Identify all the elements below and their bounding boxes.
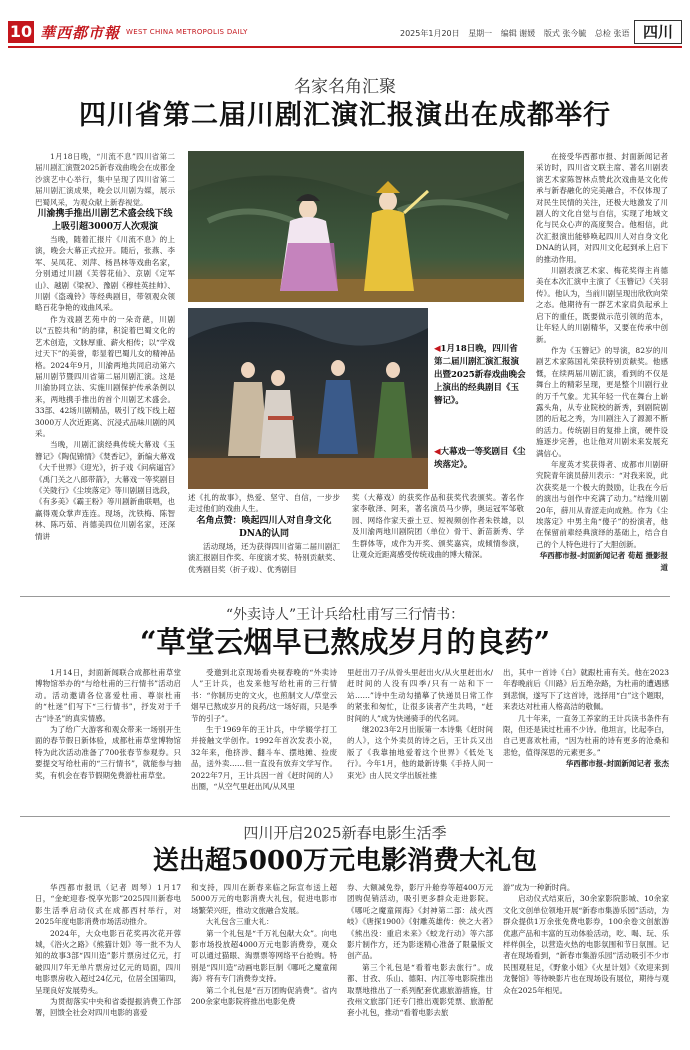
story1-lead: 1月18日晚，“川流不息”四川省第二届川剧汇演暨2025新春戏曲晚会在成都金沙演艺中心举行，集中呈现了四川省第二届川剧汇演成果，晚会以川剧为媒，展示巴蜀风采，为观众献上新春视觉。 — [35, 152, 175, 207]
paragraph: 游”成为一种新时尚。 — [503, 883, 575, 892]
paragraph: 川剧表演艺术家、梅花奖得主肖德美在本次汇演中主演了《玉簪记》《关羽传》。他认为，当前川剧呈现出欣欣向荣之态。他期待有一群艺术家肩负起承上启下的重任，既要做示范引领的范本，让年轻人的川剧精华，又要在传承中创新。 — [536, 266, 668, 344]
dateline — [400, 28, 635, 39]
story3-headline: 送出超5000万元电影消费大礼包 — [152, 846, 538, 876]
story2-kicker: “外卖诗人”王计兵给杜甫写三行情书： — [225, 607, 465, 623]
section-divider — [20, 596, 670, 597]
story1-column-1 — [35, 151, 175, 542]
paragraph: 1月14日，封面新闻联合成都杜甫草堂博物馆举办的“与给杜甫的三行情书”活动启动。活动邀请各位喜爱杜甫、尊崇杜甫的“杜迷”们写下“三行情书”，抒发对于千古“诗圣”的真实情感。 — [35, 668, 181, 723]
paragraph: 在接受华西都市报、封面新闻记者采访时，四川省文联主席、著名川剧表演艺术家陈智林点赞此次戏曲是文化传承与新春融化的完美融合，不仅体现了对民生民情的关注，还极大地激发了川剧人的文化自觉与自信，实现了地域文化与民众心声的高度契合。他相信，此次汇报演出能够唤起四川人对自身文化DNA的认同，对四川文化起到承上启下的推动作用。 — [536, 152, 668, 264]
story1-column-3 — [352, 492, 524, 560]
story3-column-1 — [35, 882, 181, 1019]
paragraph: 华西都市报讯（记者 周琴）1月17日，“金蛇迎春·悦享光影”2025四川新春电影生活季启动仪式在成都西村举行，对2025年度电影消费市场活动推介。 — [35, 883, 181, 927]
opera-photo-2-image — [188, 308, 428, 489]
paragraph: 券、大额减免券，影厅升舱券等超400万元团购促销活动，吸引更多群众走进影院。《哪吒之魔童闹海》《封神第二部：战火西岐》《唐探1900》《射雕英雄传：侠之大者》《熊出没：重启未来》《蛟龙行动》等六部影片制作方，还为影迷精心准备了限量版文创产品。 — [347, 883, 493, 961]
paragraph: 奖（大幕戏）的获奖作品和获奖代表颁奖。著名作家李敬泽、阿来，著名演员马少骅，奥运冠军邹敬园、网络作家天蚕土豆、短视频创作者朱铁雄，以及川渝两地川剧院团（单位）骨干、新苗新秀、学生群体等，成作为开奖、颁奖嘉宾，成倾情参演，让观众近距离感受传统戏曲的博大精深。 — [352, 493, 524, 560]
paragraph: 活动现场，还为获得四川省第二届川剧汇演汇报剧目作奖、年度演才奖、特别贡献奖、优秀剧目奖（折子戏）、优秀剧目 — [188, 541, 340, 574]
photo-caption-2 — [434, 446, 526, 472]
paragraph: 几十年来，一直务工养家的王计兵读书条件有限，但还是读过杜甫不少诗。他坦言，比起李白，自己更喜欢杜甫，“因为杜甫的诗有更多的沧桑和悲怆，值得深思的元素更多。” — [503, 713, 669, 757]
story1-byline: 华西都市报-封面新闻记者 荀超 摄影报道 — [539, 551, 668, 572]
section-divider — [20, 816, 670, 817]
section-label: 四川 — [634, 20, 682, 44]
story2-column-3 — [347, 667, 493, 781]
paragraph: 第二个礼包是“百万团购促消费”。省内200余家电影院将推出电影免费 — [191, 985, 337, 1007]
paragraph: 述《扎的故事》，热爱、坚守、自信，一步步走过他们的戏曲人生。 — [188, 493, 340, 514]
designer-credit: 版式 张今毓 — [543, 29, 587, 38]
photo-caption-1 — [434, 343, 526, 408]
paragraph: 继2023年2月出版第一本诗集《赶时间的人》，这个外卖员的诗之后，王计兵又出版了《我靠抽地爱着这个世界》《低处飞行》。今年1月，他的最新诗集《手持人间一束光》由人民文学出版社推 — [347, 725, 493, 780]
page-number: 10 — [9, 22, 33, 41]
story3-column-3 — [347, 882, 493, 1019]
issue-weekday: 星期一 — [468, 29, 493, 38]
checker-credit: 总检 张语 — [594, 29, 630, 38]
paragraph: 和支持，四川在新春来临之际宣布送上超5000万元的电影消费大礼包，促进电影市场繁荣兴旺，推动文旅融合发展。 — [191, 883, 337, 915]
caption-text-2: 大幕戏一等奖剧目《尘埃落定》。 — [434, 447, 526, 470]
story1-subhead-2: 名角点赞：唤起四川人对自身文化DNA的认同 — [196, 515, 332, 539]
masthead — [8, 20, 682, 48]
paragraph: 当晚，随着汇报片《川流不息》的上演，晚会大幕正式拉开。随后，张燕、李军、吴凤花、刘萍、杨昌林等戏曲名家，分别通过川剧《芙蓉花仙》、京剧《定军山》、越剧《梁祝》、豫剧《穆桂英挂帅》、川剧《盗魂铃》等经典剧目，带领观众领略百花争艳的戏曲风采。 — [35, 235, 175, 313]
story3-column-4 — [503, 882, 669, 996]
caption-pointer-icon: ◀ — [434, 447, 441, 457]
paragraph: 2024年，大众电影百花奖再次花开蓉城，《浴火之路》《熊猫计划》等一批不为人知的故事3部“四川造”影片票房过亿元，打破四川7年无单片票房过亿元的局面，四川电影票房收入超过24亿元，位居全国第四，呈现良好发展势头。 — [35, 928, 181, 995]
story2-byline: 华西都市报-封面新闻记者 张杰 — [565, 759, 669, 769]
paragraph: 大礼包含三重大礼： — [206, 917, 274, 927]
story1-column-2 — [188, 492, 340, 575]
opera-photo-1-image — [188, 151, 524, 302]
story1-kicker: 名家名角汇聚 — [294, 77, 396, 97]
caption-pointer-icon: ◀ — [434, 344, 441, 354]
story2-headline: “草堂云烟早已熬成岁月的良药” — [139, 625, 551, 659]
opera-photo-1 — [188, 151, 524, 302]
opera-photo-2 — [188, 308, 428, 489]
paragraph: 作为《玉簪记》的导演，82岁的川剧艺术家陈国礼荣获特别贡献奖。他感慨，在续两届川剧汇演，看到的不仅是舞台上的精彩呈现，更是整个川剧行业的万千气象。尤其年轻一代在舞台上崭露头角，从专业院校的新秀，到剧院剧团的后起之秀，为川剧注入了源源不断的活力。传统剧目的复排上演，硬件设施逐步完善，也让他对川剧未来发展充满信心。 — [536, 345, 668, 458]
paragraph: 第一个礼包是“千万礼包献大众”。向电影市场投放超4000万元电影消费券，观众可以通过猫眼、淘票票等网络平台抢购。特别是“四川造”动画电影巨制《哪吒之魔童闹海》将有专门消费券支持。 — [191, 928, 337, 984]
paper-name-english: WEST CHINA METROPOLIS DAILY — [126, 28, 248, 36]
paper-name-logo: 華西都市報 — [40, 24, 121, 42]
paragraph: 第三个礼包是“看着电影去旅行”。成都、甘孜、乐山、德阳、内江等电影院推出取票地推出了一系列配套优惠旅游措施，甘孜州文旅部门还专门推出观影凭票、旅游配套小礼包，推动“看着电影去旅 — [347, 962, 493, 1018]
paragraph: 为了给广大游客和观众带来一场别开生面的春节假日新体验，成都杜甫草堂博物馆特为此次活动准备了700张春节参观券。只要提交写给杜甫的“三行情书”，就能参与抽奖，有机会在春节假期免费游杜甫草堂。 — [35, 725, 181, 780]
paragraph: 作为戏剧艺苑中的一朵奇葩，川剧以“五腔共和”的韵律，积淀着巴蜀文化的艺术创造，文脉厚重、薪火相传；以“学戏过天下”的美誉，彰显着巴蜀儿女的精神品格。2024年9月，川渝两地共同启动第六届川剧节暨四川省第二届川剧汇演。这是川渝协同立法、实施川剧保护传承条例以来，两地携手推出的首个川剧艺术盛会。33部、42场川剧精品，吸引了线下线上超3000万人次近距离、沉浸式品味川剧的风采。 — [35, 314, 175, 438]
paragraph: 受邀到北京现场看央视春晚的“外卖诗人”王计兵，也发来他写给杜甫的三行情书：“你制历史的文火，也煎制文人/草堂云烟早已熬成岁月的良药/这一场好雨，只是季节的引子”。 — [191, 668, 337, 723]
story2-column-1 — [35, 667, 181, 781]
paragraph: 生于1969年的王计兵，中学辍学打工并接触文学创作。1992年首次发表小说，32年来，他挤涉、翻斗车、摆地摊、捡废品，送外卖……但一直没有放弃文学写作。2022年7月，王计兵因一首《赶时间的人》出圈，“从空气里赶出风/从风里 — [191, 725, 337, 792]
story2-column-2 — [191, 667, 337, 792]
editor-credit: 编辑 谢媛 — [500, 29, 536, 38]
story1-subhead-1: 川渝携手推出川剧艺术盛会线下线上吸引超3000万人次观演 — [37, 209, 173, 233]
story1-headline: 四川省第二届川剧汇演汇报演出在成都举行 — [79, 100, 611, 131]
story1-column-4 — [536, 151, 668, 573]
paragraph: 年度英才奖获得者、成都市川剧研究院青年演员薛川表示：“对我来说，此次获奖是一个极大的鼓励，让我在今后的演出与创作中充满了动力。”结缘川剧20年，薛川从青涩走向成熟。作为《尘埃落定》中男主角“傻子”的扮演者，他在保留前辈经典演绎的基础上，结合自己的个人特色进行了大胆创新。 — [536, 459, 668, 549]
story2-column-4 — [503, 667, 669, 770]
story3-kicker: 四川开启2025新春电影生活季 — [243, 824, 447, 842]
story3-column-2 — [191, 882, 337, 1007]
issue-date: 2025年1月20日 — [400, 29, 460, 38]
paragraph: 里赶出刀子/从骨头里赶出火/从火里赶出水/赶时间的人没有四季/只有一站和下一站……”诗中生动勾描摹了快递员日常工作的紧张和匆忙，让很多读者产生共鸣，“赶时间的人”成为快递骑手的代名词。 — [347, 668, 493, 723]
paragraph: 出，其中一首诗《白》就跟杜甫有关。他在2023年春晚前后《川路》后五绝杂路，为杜甫的遭遇感到悲悯，遂写下了这首诗，选择用“白”这个题眼，来表达对杜甫人格高洁的敬佩。 — [503, 668, 669, 712]
paragraph: 当晚，川剧汇演经典传统大幕戏《玉簪记》《陶侃锦情》《焚香记》，新编大幕戏《大千世界》《迎光》，折子戏《问病逼宫》《禹门关之八郎带箭》，大幕戏一等奖剧目《关陇行》《尘埃落定》等川剧剧目选段，《有多美》《霸王粉》等川剧新曲联唱，也赢得观众掌声连连。现场，沈铁梅、陈智林、陈巧茹、肖德美四位川剧名家，还深情讲 — [35, 440, 175, 541]
caption-text-1: 1月18日晚，四川省第二届川剧汇演汇报演出暨2025新春戏曲晚会上演出的经典剧目《玉簪记》。 — [434, 344, 526, 406]
paragraph: 为贯彻落实中央和省委提振消费工作部署，回馈全社会对四川电影的喜爱 — [35, 997, 181, 1018]
paragraph: 启动仪式结束后，30余家影院影城、10余家文化文创单位领地开展“新春市集游乐园”活动，为群众提供1万余张免费电影券，100余卷文创旅游优惠产品和丰富的互动体验活动，吃、喝、玩、乐样样俱全，以营造火热的电影氛围和节日氛围。记者在现场看到，“新春市集游乐园”活动吸引不少市民围观驻足，《野象小姐》《火星计划》《欢迎来到龙餐馆》等待映影片也在现场设有展位，期待与观众在2025年相见。 — [503, 894, 669, 995]
